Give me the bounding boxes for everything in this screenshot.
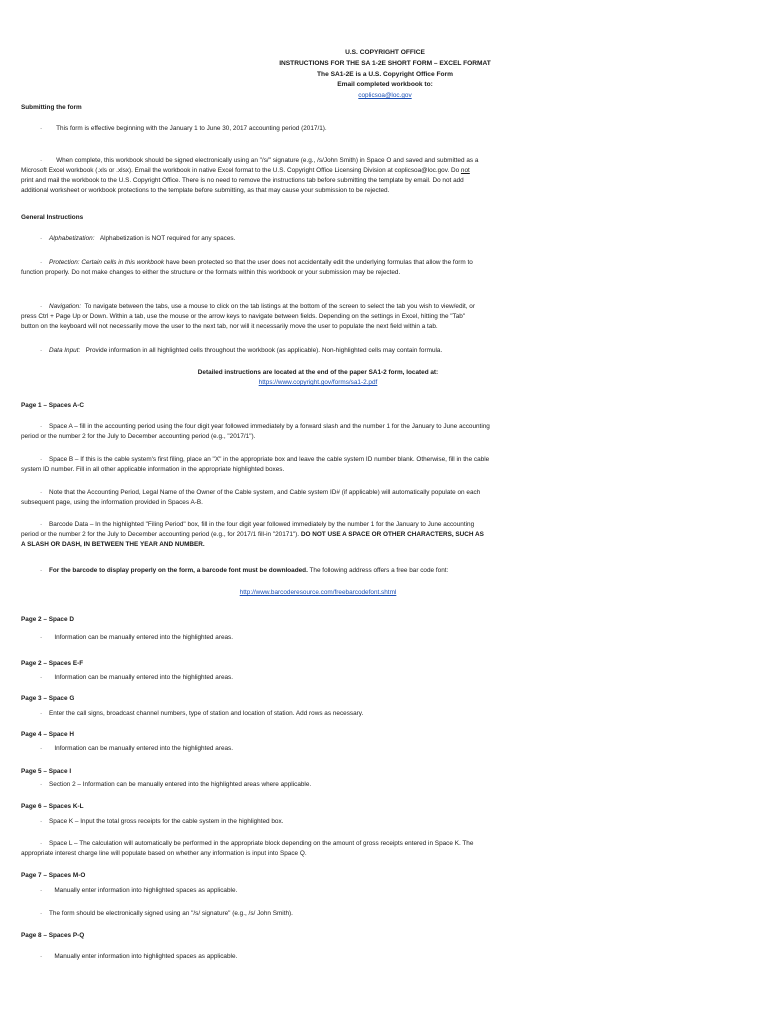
page1-space-b: · Space B – If this is the cable system's first filing, place an "X" in the appropriate box and leave the cable system ID number blank. Otherwise, fill in the cable system ID number. Fill in all other applicable information in the appropriate highlighted boxes. <box>21 456 490 473</box>
barcode-font-link-wrap <box>0 588 636 598</box>
section-page5-heading: Page 5 – Space I <box>21 768 72 775</box>
barcode-font-link[interactable]: http://www.barcoderesource.com/freebarcodefont.shtml <box>239 589 397 596</box>
page5-item: · Section 2 – Information can be manually entered into the highlighted areas where applicable. <box>40 781 312 788</box>
section-page3-heading: Page 3 – Space G <box>21 695 75 702</box>
sa1-2-pdf-link[interactable]: https://www.copyright.gov/forms/sa1-2.pdf <box>258 378 378 386</box>
page1-barcode-data: · Barcode Data – In the highlighted "Filing Period" box, fill in the four digit year followed immediately by the number 1 for the January to June accounting period or the number 2 for the July to December accounting period (e.g., for 2017/1 fill-in "20171"). DO NOT USE A SPACE OR OTHER CHARACTERS, SUCH AS A SLASH OR DASH, IN BETWEEN THE YEAR AND NUMBER. <box>21 521 484 548</box>
page3-item: · Enter the call signs, broadcast channel numbers, type of station and location of station. Add rows as necessary. <box>40 710 364 717</box>
section-general-heading: General Instructions <box>21 214 84 221</box>
section-page2d-heading: Page 2 – Space D <box>21 616 74 623</box>
general-protection: · Protection: Certain cells in this workbook have been protected so that the user does not accidentally edit the underlying formulas that allow the form to function properly. Do not make changes to either the structure or the formats within this workbook or your submission may be rejected. <box>21 259 473 276</box>
section-page1-heading: Page 1 – Spaces A-C <box>21 402 84 409</box>
general-alphabetization: · Alphabetization: Alphabetization is NOT required for any spaces. <box>40 235 236 242</box>
page8-item-1: · Manually enter information into highlighted spaces as applicable. <box>40 953 238 960</box>
detailed-instructions: Detailed instructions are located at the end of the paper SA1-2 form, located at: https://www.copyright.gov/forms/sa1-2.pdf <box>197 369 439 386</box>
page1-note: · Note that the Accounting Period, Legal Name of the Owner of the Cable system, and Cable system ID# (if applicable) will automatically populate on each subsequent page, using the information provided in Spaces A-B. <box>21 489 481 506</box>
section-submitting-heading: Submitting the form <box>21 104 82 111</box>
page2ef-item: · Information can be manually entered into the highlighted areas. <box>40 674 234 681</box>
header-title: INSTRUCTIONS FOR THE SA 1-2E SHORT FORM – EXCEL FORMAT <box>279 59 491 67</box>
page6-space-k: · Space K – Input the total gross receipts for the cable system in the highlighted box. <box>40 818 284 825</box>
section-page4-heading: Page 4 – Space H <box>21 731 74 738</box>
section-page7-heading: Page 7 – Spaces M-O <box>21 872 86 879</box>
submitting-paragraph-2: · When complete, this workbook should be signed electronically using an "/s/" signature (e.g., /s/John Smith) in Space O and saved and submitted as a Microsoft Excel workbook (.xls or .xlsx). Email the workbook in native Excel format to the U.S. Copyright Office Licensing Division at coplicsoa@loc.gov. Do not print and mail the workbook to the U.S. Copyright Office. There is no need to remove the instructions tab before submitting the template by email. Do not add additional worksheet or workbook protections to the template before submitting, as that may cause your submission to be rejected. <box>21 157 479 194</box>
header-email-label: Email completed workbook to: <box>337 81 433 89</box>
page7-item-2: · The form should be electronically signed using an "/s/ signature" (e.g., /s/ John Smith). <box>40 910 293 917</box>
section-page2ef-heading: Page 2 – Spaces E-F <box>21 660 84 667</box>
general-navigation: · Navigation: To navigate between the tabs, use a mouse to click on the tab listings at the bottom of the screen to select the tab you wish to view/edit, or press Ctrl + Page Up or Down. Within a tab, use the mouse or the arrow keys to navigate between fields. Depending on the settings in Excel, hitting the "Tab" button on the keyboard will not necessarily move the user to the next tab, nor will it necessarily move the user to populate the next field within a tab. <box>21 303 475 330</box>
document-header <box>0 48 770 102</box>
header-office: U.S. COPYRIGHT OFFICE <box>345 49 425 56</box>
page1-barcode-font: · For the barcode to display properly on the form, a barcode font must be downloaded. The following address offers a free bar code font: <box>40 567 449 574</box>
page7-item-1: · Manually enter information into highlighted spaces as applicable. <box>40 887 238 894</box>
submitting-paragraph-1: · This form is effective beginning with the January 1 to June 30, 2017 accounting period (2017/1). <box>40 125 327 132</box>
header-email-link[interactable]: coplicsoa@loc.gov <box>358 92 412 100</box>
section-page6-heading: Page 6 – Spaces K-L <box>21 803 84 810</box>
header-subtitle: The SA1-2E is a U.S. Copyright Office Form <box>317 70 453 78</box>
page2d-item: · Information can be manually entered into the highlighted areas. <box>40 634 234 641</box>
section-page8-heading: Page 8 – Spaces P-Q <box>21 932 85 939</box>
general-data-input: · Data Input: Provide information in all highlighted cells throughout the workbook (as applicable). Non-highlighted cells may contain formula. <box>40 347 443 354</box>
bullet: · <box>40 125 43 132</box>
page1-space-a: · Space A – fill in the accounting period using the four digit year followed immediately by a forward slash and the number 1 for the January to June accounting period or the number 2 for the July to December accounting period (e.g., "2017/1"). <box>21 423 490 440</box>
page4-item: · Information can be manually entered into the highlighted areas. <box>40 745 234 752</box>
page6-space-l: · Space L – The calculation will automatically be performed in the appropriate block depending on the amount of gross receipts entered in Space K. The appropriate interest charge line will populate based on whether any information is input into Space Q. <box>21 840 474 857</box>
